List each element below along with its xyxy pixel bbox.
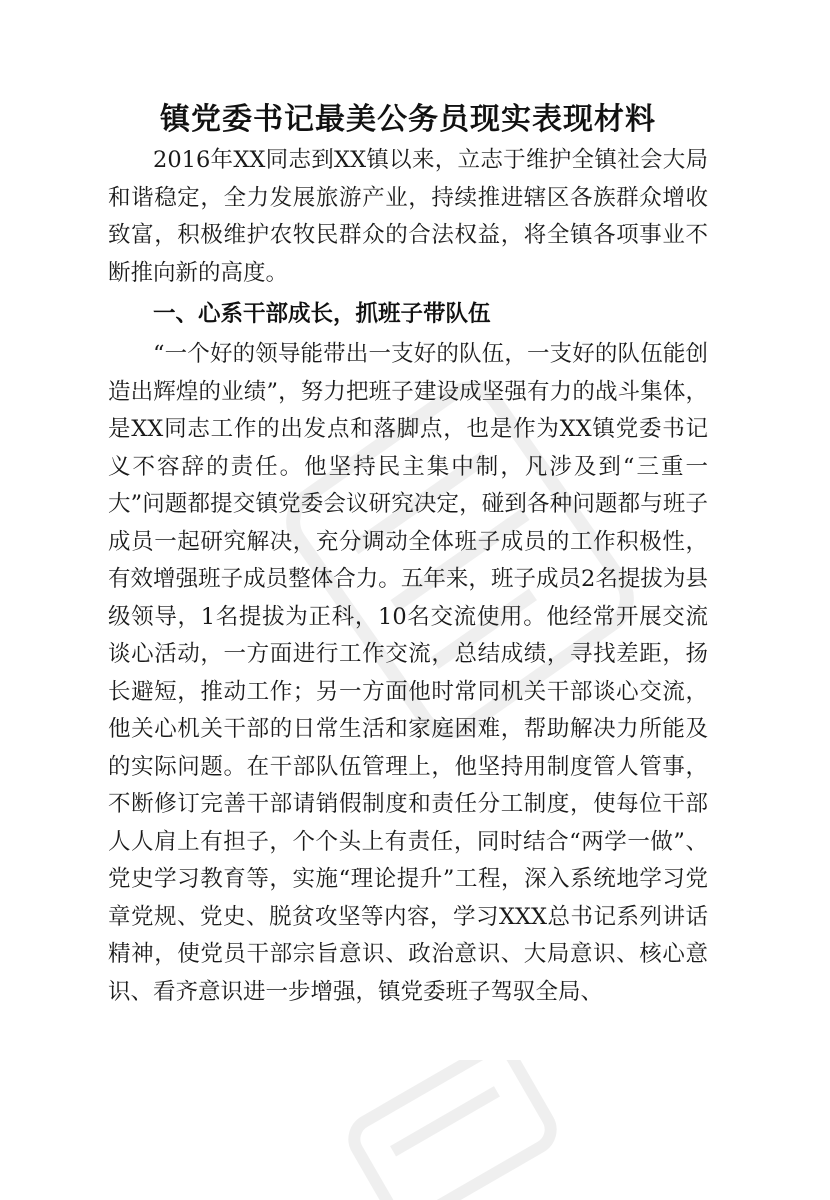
section-heading: 一、心系干部成长，抓班子带队伍 (153, 301, 491, 327)
section-body-paragraph: “一个好的领导能带出一支好的队伍，一支好的队伍能创造出辉煌的业绩”，努力把班子建设成坚强有力的战斗集体，是XX同志工作的出发点和落脚点，也是作为XX镇党委书记义不容辞的责任。他坚持民主集中制，凡涉及到“三重一大”问题都提交镇党委会议研究决定，碰到各种问题都与班子成员一起研究解决，充分调动全体班子成员的工作积极性，有效增强班子成员整体合力。五年来，班子成员2名提拔为县级领导，1名提拔为正科，10名交流使用。他经常开展交流谈心活动，一方面进行工作交流，总结成绩，寻找差距，扬长避短，推动工作；另一方面他时常同机关干部谈心交流，他关心机关干部的日常生活和家庭困难，帮助解决力所能及的实际问题。在干部队伍管理上，他坚持用制度管人管事，不断修订完善干部请销假制度和责任分工制度，使每位干部人人肩上有担子，个个头上有责任，同时结合“两学一做”、党史学习教育等，实施“理论提升”工程，深入系统地学习党章党规、党史、脱贫攻坚等内容，学习XXX总书记系列讲话精神，使党员干部宗旨意识、政治意识、大局意识、核心意识、看齐意识进一步增强，镇党委班子驾驭全局、 (108, 341, 708, 1005)
intro-paragraph: 2016年XX同志到XX镇以来，立志于维护全镇社会大局和谐稳定，全力发展旅游产业，持续推进辖区各族群众增收致富，积极维护农牧民群众的合法权益，将全镇各项事业不断推向新的高度。 (108, 147, 708, 286)
document-title: 镇党委书记最美公务员现实表现材料 (160, 102, 656, 137)
watermark-bottom-icon (300, 1060, 600, 1200)
document-content (108, 98, 708, 1011)
